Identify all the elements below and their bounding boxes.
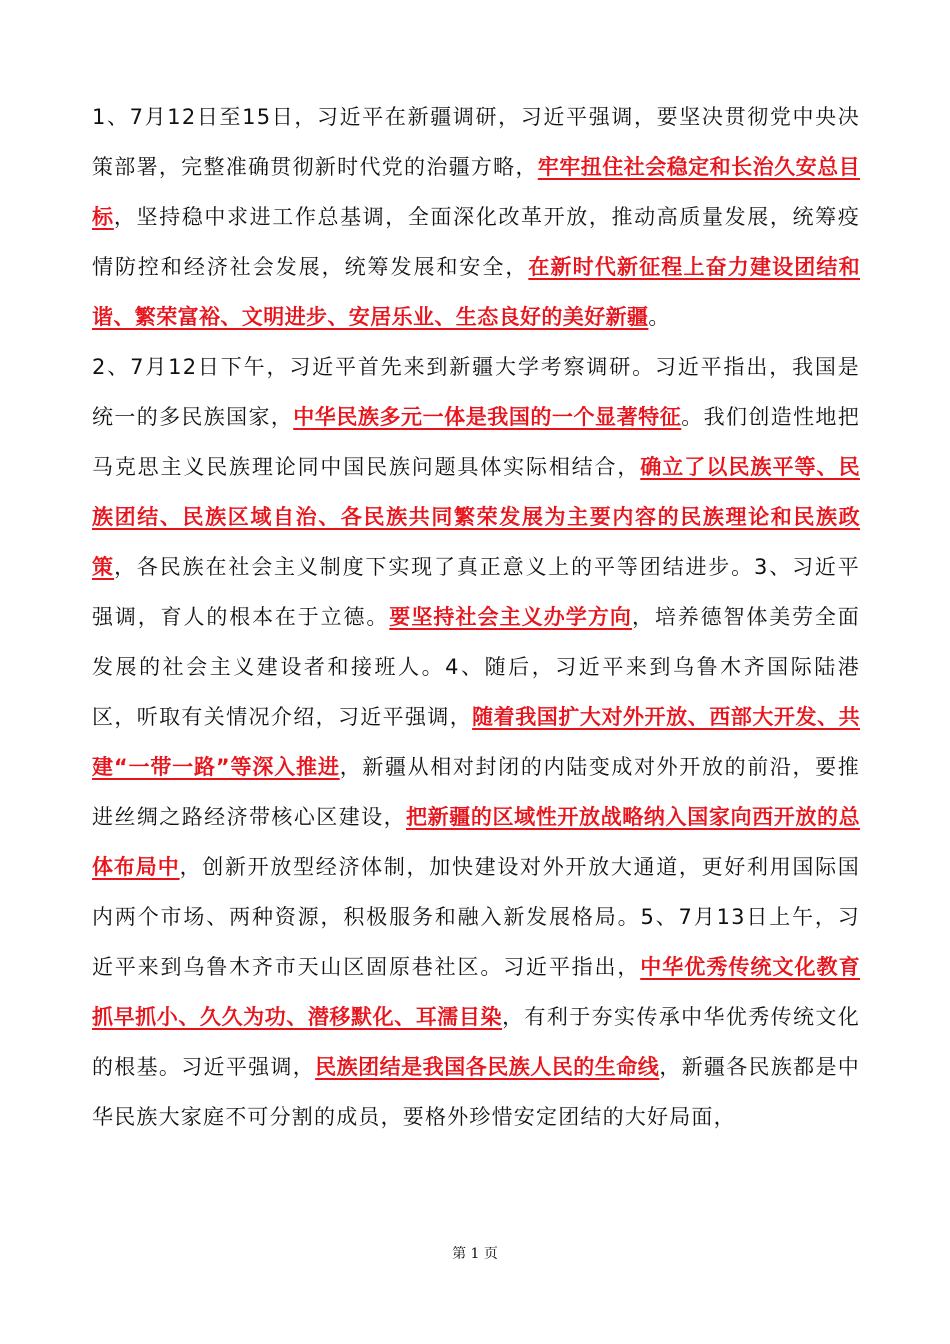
highlighted-key-phrase: 牢牢扭住社会稳定和长治久安总目标 bbox=[92, 155, 860, 229]
body-text: ，创新开放型经济体制，加快建设对外开放大通道，更好利用国际国内两个市场、两种资源，积极服务和融入新发展格局。5、7月13日上午，习近平来到乌鲁木齐市天山区固原巷社区。习近平指出， bbox=[92, 855, 860, 979]
highlighted-key-phrase: 在新时代新征程上奋力建设团结和谐、繁荣富裕、文明进步、安居乐业、生态良好的美好新疆 bbox=[92, 255, 860, 329]
body-text: ，新疆从相对封闭的内陆变成对外开放的前沿，要推进丝绸之路经济带核心区建设， bbox=[92, 755, 860, 829]
highlighted-key-phrase: 确立了以民族平等、民族团结、民族区域自治、各民族共同繁荣发展为主要内容的民族理论和民族政策 bbox=[92, 455, 860, 579]
paragraph-1 bbox=[92, 92, 860, 342]
highlighted-key-phrase: 民族团结是我国各民族人民的生命线 bbox=[315, 1055, 660, 1079]
body-text: 1、7月12日至15日，习近平在新疆调研，习近平强调，要坚决贯彻党中央决策部署，完整准确贯彻新时代党的治疆方略， bbox=[92, 105, 860, 179]
body-text: 。 bbox=[648, 305, 671, 329]
body-text: 2、7月12日下午，习近平首先来到新疆大学考察调研。习近平指出，我国是统一的多民族国家， bbox=[92, 355, 860, 429]
highlighted-key-phrase: 随着我国扩大对外开放、西部大开发、共建“一带一路”等深入推进 bbox=[92, 705, 860, 779]
highlighted-key-phrase: 中华优秀传统文化教育抓早抓小、久久为功、潜移默化、耳濡目染 bbox=[92, 955, 860, 1029]
body-text: ，培养德智体美劳全面发展的社会主义建设者和接班人。4、随后，习近平来到乌鲁木齐国际陆港区，听取有关情况介绍，习近平强调， bbox=[92, 605, 860, 729]
highlighted-key-phrase: 要坚持社会主义办学方向 bbox=[389, 605, 632, 629]
page-number: 第 1 页 bbox=[452, 1246, 498, 1262]
highlighted-key-phrase: 把新疆的区域性开放战略纳入国家向西开放的总体布局中 bbox=[92, 805, 860, 879]
highlighted-key-phrase: 中华民族多元一体是我国的一个显著特征 bbox=[293, 405, 682, 429]
body-text: ，有利于夯实传承中华优秀传统文化的根基。习近平强调， bbox=[92, 1005, 860, 1079]
body-text: ，各民族在社会主义制度下实现了真正意义上的平等团结进步。3、习近平强调，育人的根本在于立德。 bbox=[92, 555, 860, 629]
body-text: ，新疆各民族都是中华民族大家庭不可分割的成员，要格外珍惜安定团结的大好局面， bbox=[92, 1055, 861, 1129]
document-body bbox=[92, 92, 860, 1142]
paragraph-2 bbox=[92, 342, 860, 1142]
body-text: 。我们创造性地把马克思主义民族理论同中国民族问题具体实际相结合， bbox=[92, 405, 860, 479]
body-text: ，坚持稳中求进工作总基调，全面深化改革开放，推动高质量发展，统筹疫情防控和经济社会发展，统筹发展和安全， bbox=[92, 205, 860, 279]
